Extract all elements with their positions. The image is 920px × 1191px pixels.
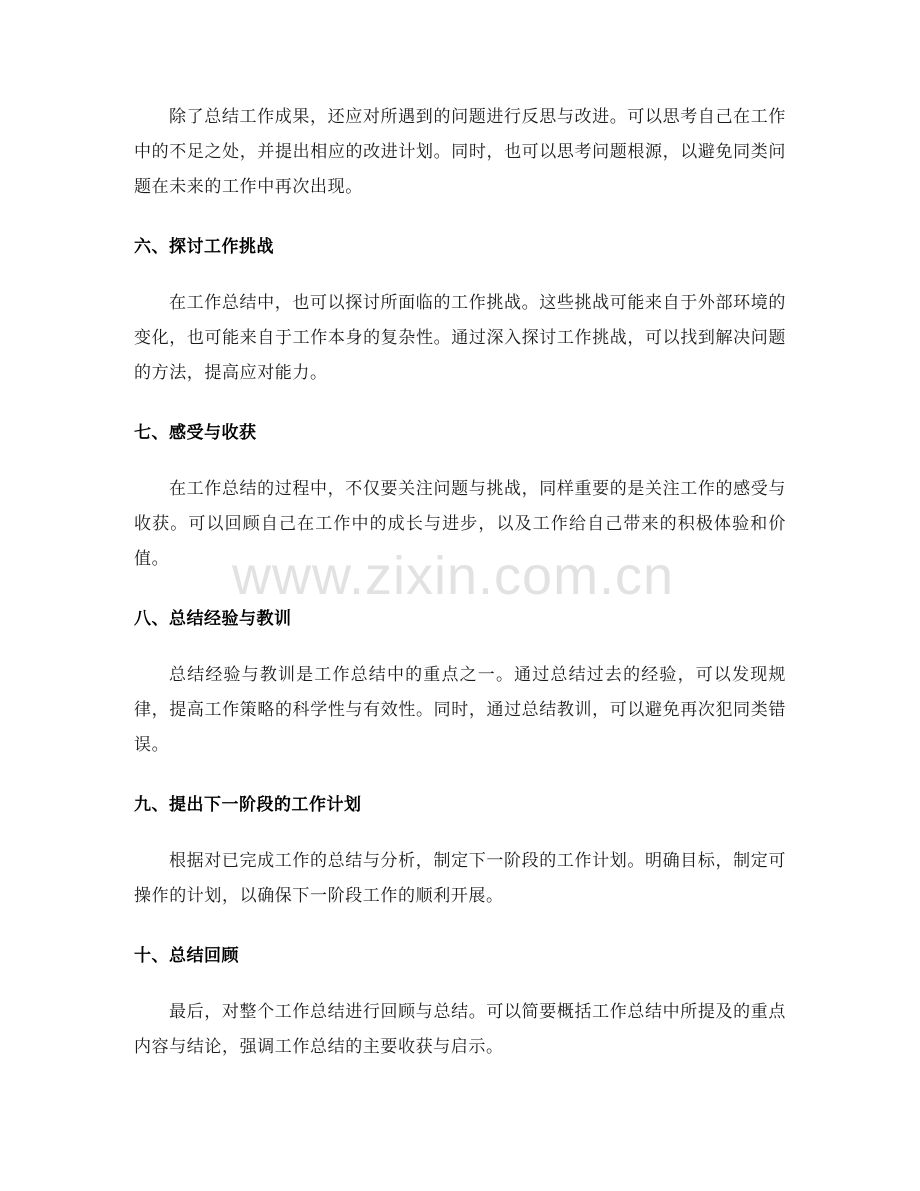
document-body (134, 100, 786, 1065)
section-heading-9: 九、提出下一阶段的工作计划 (134, 795, 362, 815)
section-paragraph-8: 总结经验与教训是工作总结中的重点之一。通过总结过去的经验，可以发现规律，提高工作策略的科学性与有效性。同时，通过总结教训，可以避免再次犯同类错误。 (134, 665, 786, 755)
intro-paragraph: 除了总结工作成果，还应对所遇到的问题进行反思与改进。可以思考自己在工作中的不足之处，并提出相应的改进计划。同时，也可以思考问题根源，以避免同类问题在未来的工作中再次出现。 (134, 107, 786, 197)
section-heading-6: 六、探讨工作挑战 (134, 237, 274, 257)
section-heading-10: 十、总结回顾 (134, 946, 239, 966)
section-paragraph-7: 在工作总结的过程中，不仅要关注问题与挑战，同样重要的是关注工作的感受与收获。可以回顾自己在工作中的成长与进步，以及工作给自己带来的积极体验和价值。 (134, 479, 786, 569)
section-paragraph-10: 最后，对整个工作总结进行回顾与总结。可以简要概括工作总结中所提及的重点内容与结论，强调工作总结的主要收获与启示。 (134, 1002, 786, 1057)
section-paragraph-6: 在工作总结中，也可以探讨所面临的工作挑战。这些挑战可能来自于外部环境的变化，也可能来自于工作本身的复杂性。通过深入探讨工作挑战，可以找到解决问题的方法，提高应对能力。 (134, 293, 786, 383)
watermark: www.zixin.com.cn (232, 546, 675, 606)
section-heading-7: 七、感受与收获 (134, 423, 257, 443)
section-paragraph-9: 根据对已完成工作的总结与分析，制定下一阶段的工作计划。明确目标，制定可操作的计划，以确保下一阶段工作的顺利开展。 (134, 851, 786, 906)
section-heading-8: 八、总结经验与教训 (134, 609, 292, 629)
